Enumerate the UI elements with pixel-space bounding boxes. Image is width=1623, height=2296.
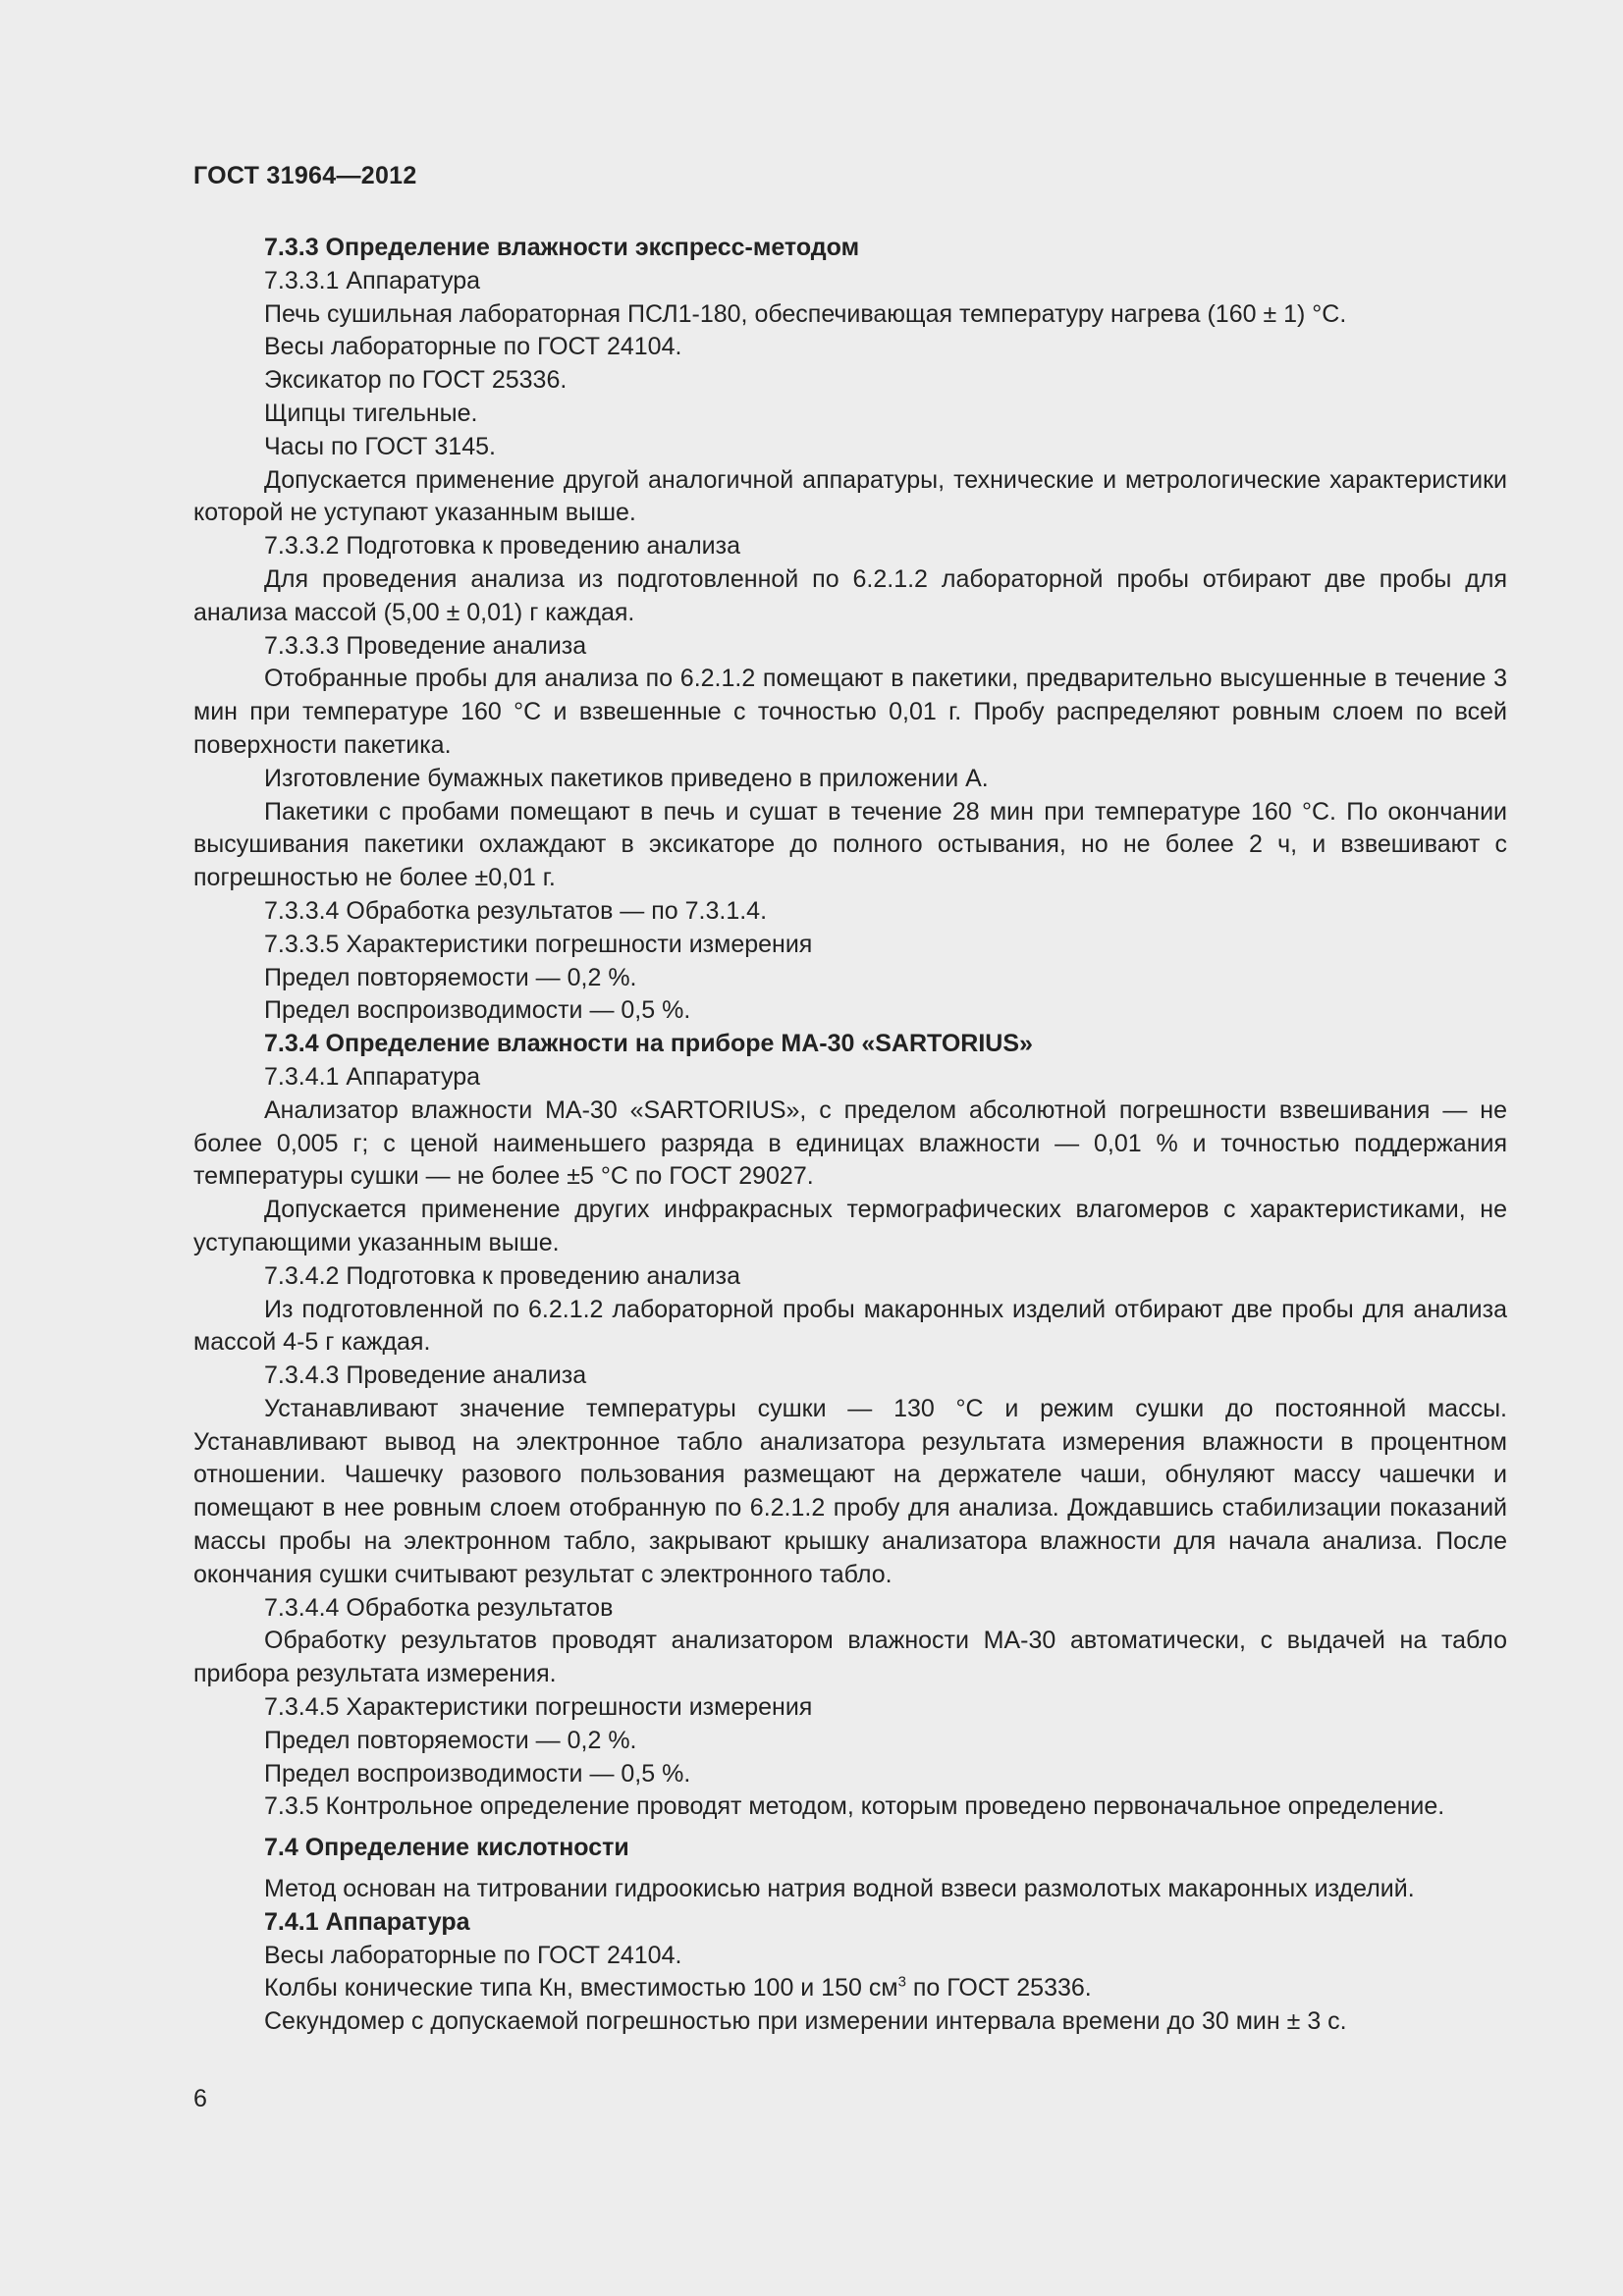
subsection-title: 7.3.4.3 Проведение анализа	[264, 1362, 587, 1390]
paragraph: Печь сушильная лабораторная ПСЛ1-180, обеспечивающая температуру нагрева (160 ± 1) °С.	[264, 299, 1347, 328]
paragraph: Из подготовленной по 6.2.1.2 лабораторной пробы макаронных изделий отбирают две пробы для анализа массой 4-5 г каждая.	[193, 1295, 1507, 1357]
paragraph: Щипцы тигельные.	[264, 399, 478, 427]
paragraph: Допускается применение другой аналогичной аппаратуры, технические и метрологические характеристики которой не уступают указанным выше.	[193, 465, 1507, 527]
paragraph: Весы лабораторные по ГОСТ 24104.	[264, 1941, 682, 1969]
subsection-title: 7.3.4.1 Аппаратура	[264, 1062, 481, 1091]
paragraph: Изготовление бумажных пакетиков приведено в приложении А.	[264, 764, 989, 792]
paragraph: Для проведения анализа из подготовленной по 6.2.1.2 лабораторной пробы отбирают две пробы для анализа массой (5,00 ± 0,01) г каждая.	[193, 564, 1507, 626]
paragraph: Весы лабораторные по ГОСТ 24104.	[264, 333, 682, 361]
subsection-title: 7.3.4.2 Подготовка к проведению анализа	[264, 1261, 740, 1290]
paragraph: Предел воспроизводимости — 0,5 %.	[264, 1759, 691, 1788]
paragraph-text: Колбы конические типа Кн, вместимостью 100 и 150 см	[264, 1974, 898, 2002]
section-heading: 7.4.1 Аппаратура	[264, 1907, 470, 1936]
paragraph: Секундомер с допускаемой погрешностью при измерении интервала времени до 30 мин ± 3 с.	[264, 2007, 1347, 2036]
paragraph	[193, 1972, 1507, 2005]
document-header: ГОСТ 31964—2012	[193, 162, 417, 189]
subsection-title: 7.3.3.2 Подготовка к проведению анализа	[264, 532, 740, 561]
subsection-title: 7.3.3.5 Характеристики погрешности измерения	[264, 930, 813, 958]
paragraph: Анализатор влажности МА-30 «SARTORIUS», с пределом абсолютной погрешности взвешивания — не более 0,005 г; с ценой наименьшего разряда в единицах влажности — 0,01 % и точностью поддержания температуры сушки — не более ±5 °С по ГОСТ 29027.	[193, 1095, 1507, 1191]
paragraph: Устанавливают значение температуры сушки — 130 °С и режим сушки до постоянной массы. Устанавливают вывод на электронное табло анализатора результата измерения влажности в процентном отношении. Чашечку разового пользования размещают на держателе чаши, обнуляют массу чашечки и помещают в нее ровным слоем отобранную по 6.2.1.2 пробу для анализа. Дождавшись стабилизации показаний массы пробы на электронном табло, закрывают крышку анализатора влажности для начала анализа. После окончания сушки считывают результат с электронного табло.	[193, 1394, 1507, 1588]
subsection-title: 7.3.4.4 Обработка результатов	[264, 1593, 614, 1622]
paragraph: Эксикатор по ГОСТ 25336.	[264, 366, 568, 395]
paragraph: Пакетики с пробами помещают в печь и сушат в течение 28 мин при температуре 160 °С. По окончании высушивания пакетики охлаждают в эксикаторе до полного остывания, но не более 2 ч, и взвешивают с погрешностью не более ±0,01 г.	[193, 797, 1507, 892]
paragraph: Часы по ГОСТ 3145.	[264, 432, 496, 460]
section-heading: 7.3.4 Определение влажности на приборе МА-30 «SARTORIUS»	[264, 1030, 1033, 1058]
document-body	[193, 232, 1507, 2039]
paragraph: 7.3.5 Контрольное определение проводят методом, которым проведено первоначальное определение.	[264, 1792, 1445, 1821]
paragraph: Обработку результатов проводят анализатором влажности МА-30 автоматически, с выдачей на табло прибора результата измерения.	[193, 1627, 1507, 1688]
paragraph-text-tail: по ГОСТ 25336.	[905, 1974, 1092, 2002]
section-heading: 7.4 Определение кислотности	[264, 1834, 629, 1862]
subsection-title: 7.3.3.1 Аппаратура	[264, 266, 481, 294]
subsection-title: 7.3.3.3 Проведение анализа	[264, 631, 587, 660]
paragraph: Допускается применение других инфракрасных термографических влагомеров с характеристиками, не уступающими указанным выше.	[193, 1196, 1507, 1256]
page-number: 6	[193, 2085, 207, 2112]
paragraph: Предел повторяемости — 0,2 %.	[264, 1726, 637, 1754]
subsection-title: 7.3.4.5 Характеристики погрешности измерения	[264, 1693, 813, 1722]
superscript: 3	[897, 1974, 906, 1992]
paragraph: Отобранные пробы для анализа по 6.2.1.2 помещают в пакетики, предварительно высушенные в течение 3 мин при температуре 160 °С и взвешенные с точностью 0,01 г. Пробу распределяют ровным слоем по всей поверхности пакетика.	[193, 665, 1507, 759]
paragraph: Метод основан на титровании гидроокисью натрия водной взвеси размолотых макаронных изделий.	[264, 1875, 1415, 1903]
section-heading: 7.3.3 Определение влажности экспресс-методом	[264, 234, 860, 261]
paragraph: Предел воспроизводимости — 0,5 %.	[264, 996, 691, 1025]
subsection-title: 7.3.3.4 Обработка результатов — по 7.3.1.4.	[264, 896, 768, 925]
paragraph: Предел повторяемости — 0,2 %.	[264, 963, 637, 991]
